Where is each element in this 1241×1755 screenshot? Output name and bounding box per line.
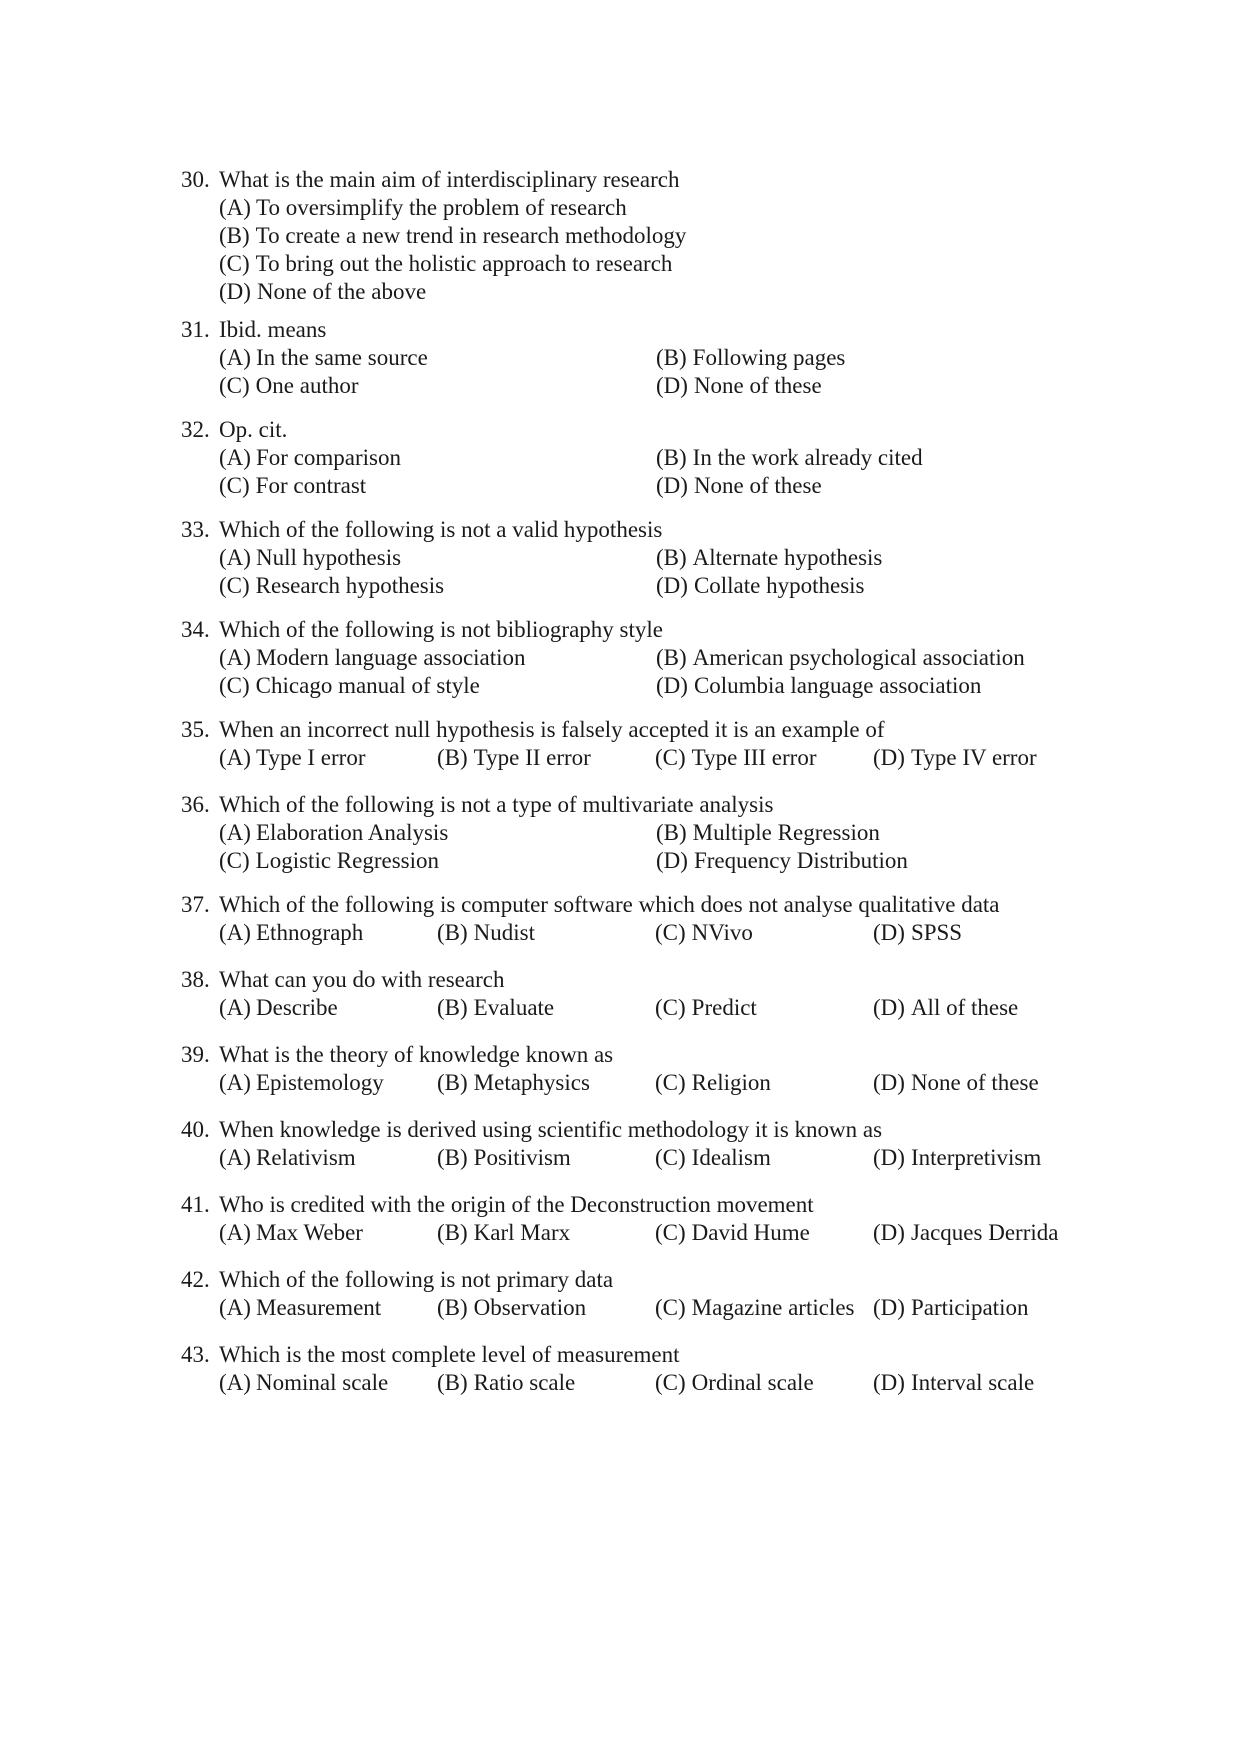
- options-row: [219, 222, 1081, 250]
- question-number: 30.: [181, 167, 210, 192]
- option-letter: (B): [656, 445, 687, 470]
- question-number: 34.: [181, 617, 210, 642]
- option-letter: (C): [655, 1370, 686, 1395]
- answer-option: [437, 744, 655, 772]
- option-text: In the work already cited: [692, 445, 923, 470]
- options-row: [219, 1144, 1081, 1172]
- option-text: Ratio scale: [473, 1370, 576, 1395]
- option-letter: (B): [656, 545, 687, 570]
- option-text: Type III error: [691, 745, 817, 770]
- option-letter: (D): [873, 1145, 905, 1170]
- answer-option: [219, 847, 656, 875]
- option-letter: (C): [655, 1145, 686, 1170]
- question-item: [181, 716, 1081, 772]
- option-text: Metaphysics: [473, 1070, 590, 1095]
- option-letter: (C): [655, 1220, 686, 1245]
- options-block: [219, 744, 1081, 772]
- question-item: [181, 166, 1081, 306]
- option-letter: (B): [656, 820, 687, 845]
- option-text: Research hypothesis: [255, 573, 445, 598]
- answer-option: [437, 1144, 655, 1172]
- question-item: [181, 966, 1081, 1022]
- answer-option: [219, 250, 1019, 278]
- option-text: Following pages: [692, 345, 846, 370]
- option-text: Idealism: [691, 1145, 771, 1170]
- option-letter: (A): [219, 645, 251, 670]
- option-text: One author: [255, 373, 359, 398]
- answer-option: [655, 1144, 873, 1172]
- option-letter: (A): [219, 920, 251, 945]
- question-text: Which of the following is computer software which does not analyse qualitative data: [219, 892, 1000, 917]
- option-letter: (D): [873, 1220, 905, 1245]
- question-number: 33.: [181, 517, 210, 542]
- answer-option: [219, 472, 656, 500]
- options-block: [219, 644, 1081, 700]
- options-block: [219, 994, 1081, 1022]
- option-text: Jacques Derrida: [910, 1220, 1059, 1245]
- question-number: 37.: [181, 892, 210, 917]
- question-stem: [181, 966, 1081, 994]
- question-number: 32.: [181, 417, 210, 442]
- answer-option: [873, 1069, 1091, 1097]
- answer-option: [873, 994, 1091, 1022]
- option-letter: (B): [437, 920, 468, 945]
- option-letter: (A): [219, 820, 251, 845]
- answer-option: [656, 344, 1093, 372]
- answer-option: [656, 672, 1093, 700]
- options-row: [219, 194, 1081, 222]
- answer-option: [437, 1219, 655, 1247]
- answer-option: [437, 1294, 655, 1322]
- question-stem: [181, 166, 1081, 194]
- option-text: Religion: [691, 1070, 771, 1095]
- option-letter: (D): [219, 279, 251, 304]
- answer-option: [873, 1369, 1091, 1397]
- options-block: [219, 1219, 1081, 1247]
- option-letter: (B): [437, 1070, 468, 1095]
- options-block: [219, 194, 1081, 306]
- option-text: Ordinal scale: [691, 1370, 814, 1395]
- question-stem: [181, 1341, 1081, 1369]
- option-text: For contrast: [255, 473, 367, 498]
- answer-option: [437, 994, 655, 1022]
- question-stem: [181, 791, 1081, 819]
- answer-option: [219, 744, 437, 772]
- question-item: [181, 1116, 1081, 1172]
- options-row: [219, 344, 1081, 372]
- option-text: Nudist: [473, 920, 536, 945]
- question-item: [181, 516, 1081, 600]
- option-text: To create a new trend in research methodology: [255, 223, 687, 248]
- option-text: None of the above: [256, 279, 427, 304]
- options-row: [219, 250, 1081, 278]
- options-row: [219, 472, 1081, 500]
- question-text: When an incorrect null hypothesis is falsely accepted it is an example of: [219, 717, 885, 742]
- question-item: [181, 1191, 1081, 1247]
- options-row: [219, 847, 1081, 875]
- question-number: 39.: [181, 1042, 210, 1067]
- answer-option: [873, 919, 1091, 947]
- question-text: Who is credited with the origin of the Deconstruction movement: [219, 1192, 814, 1217]
- question-stem: [181, 1041, 1081, 1069]
- option-text: Interpretivism: [910, 1145, 1042, 1170]
- option-text: Type I error: [256, 745, 366, 770]
- answer-option: [219, 1144, 437, 1172]
- question-text: Which of the following is not bibliography style: [219, 617, 663, 642]
- option-letter: (C): [655, 920, 686, 945]
- option-text: Chicago manual of style: [255, 673, 480, 698]
- question-stem: [181, 316, 1081, 344]
- option-text: Positivism: [473, 1145, 571, 1170]
- option-letter: (A): [219, 1070, 251, 1095]
- question-text: Op. cit.: [219, 417, 288, 442]
- options-row: [219, 372, 1081, 400]
- option-letter: (B): [437, 1145, 468, 1170]
- answer-option: [219, 444, 656, 472]
- option-text: To oversimplify the problem of research: [256, 195, 627, 220]
- answer-option: [656, 472, 1093, 500]
- option-letter: (D): [873, 745, 905, 770]
- answer-option: [655, 1219, 873, 1247]
- option-letter: (A): [219, 1145, 251, 1170]
- option-text: Logistic Regression: [255, 848, 440, 873]
- answer-option: [656, 819, 1093, 847]
- question-stem: [181, 516, 1081, 544]
- option-letter: (B): [437, 1295, 468, 1320]
- option-letter: (B): [656, 645, 687, 670]
- option-letter: (D): [656, 573, 688, 598]
- option-letter: (C): [219, 848, 250, 873]
- answer-option: [219, 919, 437, 947]
- option-text: In the same source: [256, 345, 428, 370]
- option-text: Columbia language association: [693, 673, 982, 698]
- option-letter: (D): [656, 673, 688, 698]
- option-text: Measurement: [256, 1295, 382, 1320]
- question-item: [181, 316, 1081, 400]
- question-number: 35.: [181, 717, 210, 742]
- question-number: 38.: [181, 967, 210, 992]
- option-text: Multiple Regression: [692, 820, 880, 845]
- question-text: Which is the most complete level of measurement: [219, 1342, 680, 1367]
- option-text: Observation: [473, 1295, 587, 1320]
- option-text: For comparison: [256, 445, 402, 470]
- answer-option: [219, 644, 656, 672]
- answer-option: [219, 1294, 437, 1322]
- option-text: NVivo: [691, 920, 753, 945]
- options-row: [219, 572, 1081, 600]
- options-row: [219, 1294, 1081, 1322]
- option-text: Describe: [256, 995, 338, 1020]
- option-letter: (C): [655, 995, 686, 1020]
- options-row: [219, 1219, 1081, 1247]
- question-stem: [181, 416, 1081, 444]
- answer-option: [219, 572, 656, 600]
- option-letter: (D): [656, 373, 688, 398]
- options-row: [219, 919, 1081, 947]
- question-item: [181, 616, 1081, 700]
- option-text: David Hume: [691, 1220, 810, 1245]
- option-text: Interval scale: [910, 1370, 1035, 1395]
- option-text: Relativism: [256, 1145, 356, 1170]
- option-letter: (A): [219, 445, 251, 470]
- answer-option: [219, 1369, 437, 1397]
- option-letter: (D): [656, 848, 688, 873]
- answer-option: [655, 1069, 873, 1097]
- question-item: [181, 416, 1081, 500]
- question-number: 31.: [181, 317, 210, 342]
- option-text: Null hypothesis: [256, 545, 402, 570]
- question-item: [181, 791, 1081, 875]
- question-stem: [181, 1191, 1081, 1219]
- option-letter: (C): [655, 1295, 686, 1320]
- option-text: None of these: [910, 1070, 1039, 1095]
- options-row: [219, 1369, 1081, 1397]
- answer-option: [219, 344, 656, 372]
- answer-option: [219, 1069, 437, 1097]
- question-text: What is the theory of knowledge known as: [219, 1042, 614, 1067]
- question-text: Which of the following is not a valid hypothesis: [219, 517, 663, 542]
- options-row: [219, 444, 1081, 472]
- question-item: [181, 1266, 1081, 1322]
- question-text: Ibid. means: [219, 317, 327, 342]
- options-block: [219, 1144, 1081, 1172]
- options-block: [219, 919, 1081, 947]
- option-letter: (A): [219, 195, 251, 220]
- option-text: Magazine articles: [691, 1295, 855, 1320]
- question-text: Which of the following is not a type of multivariate analysis: [219, 792, 774, 817]
- option-text: American psychological association: [692, 645, 1025, 670]
- option-letter: (D): [873, 995, 905, 1020]
- option-letter: (A): [219, 995, 251, 1020]
- answer-option: [656, 847, 1093, 875]
- options-row: [219, 819, 1081, 847]
- option-letter: (A): [219, 1295, 251, 1320]
- answer-option: [219, 1219, 437, 1247]
- answer-option: [656, 644, 1093, 672]
- option-text: Predict: [691, 995, 757, 1020]
- option-text: Type II error: [473, 745, 591, 770]
- option-letter: (D): [873, 920, 905, 945]
- option-letter: (C): [655, 1070, 686, 1095]
- answer-option: [655, 1294, 873, 1322]
- answer-option: [656, 444, 1093, 472]
- options-row: [219, 672, 1081, 700]
- options-row: [219, 744, 1081, 772]
- answer-option: [656, 572, 1093, 600]
- answer-option: [219, 544, 656, 572]
- option-text: None of these: [693, 473, 822, 498]
- question-text: When knowledge is derived using scientific methodology it is known as: [219, 1117, 883, 1142]
- question-stem: [181, 716, 1081, 744]
- option-text: Alternate hypothesis: [692, 545, 883, 570]
- option-text: Evaluate: [473, 995, 555, 1020]
- option-letter: (B): [219, 223, 250, 248]
- option-letter: (B): [437, 1220, 468, 1245]
- option-letter: (D): [656, 473, 688, 498]
- option-letter: (A): [219, 545, 251, 570]
- option-text: Elaboration Analysis: [256, 820, 449, 845]
- options-row: [219, 994, 1081, 1022]
- answer-option: [655, 919, 873, 947]
- option-text: All of these: [910, 995, 1019, 1020]
- question-text: What is the main aim of interdisciplinary research: [219, 167, 680, 192]
- option-letter: (B): [656, 345, 687, 370]
- option-letter: (A): [219, 1370, 251, 1395]
- options-block: [219, 1069, 1081, 1097]
- question-number: 43.: [181, 1342, 210, 1367]
- answer-option: [873, 1144, 1091, 1172]
- answer-option: [437, 1369, 655, 1397]
- answer-option: [219, 372, 656, 400]
- question-text: What can you do with research: [219, 967, 505, 992]
- option-text: Frequency Distribution: [693, 848, 908, 873]
- options-block: [219, 1369, 1081, 1397]
- option-letter: (B): [437, 995, 468, 1020]
- option-letter: (C): [219, 373, 250, 398]
- options-row: [219, 1069, 1081, 1097]
- options-block: [219, 444, 1081, 500]
- option-letter: (C): [219, 673, 250, 698]
- answer-option: [219, 222, 1019, 250]
- options-block: [219, 344, 1081, 400]
- option-letter: (C): [655, 745, 686, 770]
- answer-option: [873, 1219, 1091, 1247]
- question-number: 41.: [181, 1192, 210, 1217]
- question-number: 40.: [181, 1117, 210, 1142]
- answer-option: [655, 1369, 873, 1397]
- answer-option: [656, 544, 1093, 572]
- question-stem: [181, 1266, 1081, 1294]
- option-text: Participation: [910, 1295, 1029, 1320]
- option-letter: (C): [219, 251, 250, 276]
- option-text: Ethnograph: [256, 920, 364, 945]
- option-text: Collate hypothesis: [693, 573, 865, 598]
- answer-option: [219, 278, 1019, 306]
- question-stem: [181, 891, 1081, 919]
- option-letter: (A): [219, 1220, 251, 1245]
- option-letter: (C): [219, 573, 250, 598]
- answer-option: [656, 372, 1093, 400]
- options-block: [219, 819, 1081, 875]
- options-block: [219, 1294, 1081, 1322]
- option-letter: (A): [219, 345, 251, 370]
- question-number: 36.: [181, 792, 210, 817]
- option-letter: (D): [873, 1370, 905, 1395]
- answer-option: [219, 194, 1019, 222]
- answer-option: [219, 672, 656, 700]
- option-letter: (B): [437, 745, 468, 770]
- answer-option: [655, 994, 873, 1022]
- options-block: [219, 544, 1081, 600]
- answer-option: [437, 1069, 655, 1097]
- answer-option: [655, 744, 873, 772]
- options-row: [219, 644, 1081, 672]
- option-letter: (D): [873, 1070, 905, 1095]
- option-letter: (B): [437, 1370, 468, 1395]
- question-stem: [181, 1116, 1081, 1144]
- option-letter: (D): [873, 1295, 905, 1320]
- answer-option: [873, 1294, 1091, 1322]
- answer-option: [437, 919, 655, 947]
- option-text: Karl Marx: [473, 1220, 571, 1245]
- option-text: Modern language association: [256, 645, 526, 670]
- option-text: Max Weber: [256, 1220, 363, 1245]
- option-letter: (C): [219, 473, 250, 498]
- question-item: [181, 1041, 1081, 1097]
- options-row: [219, 278, 1081, 306]
- option-text: Type IV error: [910, 745, 1037, 770]
- option-text: Nominal scale: [256, 1370, 389, 1395]
- options-row: [219, 544, 1081, 572]
- answer-option: [219, 994, 437, 1022]
- question-item: [181, 891, 1081, 947]
- question-number: 42.: [181, 1267, 210, 1292]
- option-text: To bring out the holistic approach to research: [255, 251, 673, 276]
- option-text: Epistemology: [256, 1070, 384, 1095]
- question-item: [181, 1341, 1081, 1397]
- option-text: SPSS: [910, 920, 963, 945]
- question-text: Which of the following is not primary data: [219, 1267, 614, 1292]
- answer-option: [219, 819, 656, 847]
- question-stem: [181, 616, 1081, 644]
- option-text: None of these: [693, 373, 822, 398]
- option-letter: (A): [219, 745, 251, 770]
- answer-option: [873, 744, 1091, 772]
